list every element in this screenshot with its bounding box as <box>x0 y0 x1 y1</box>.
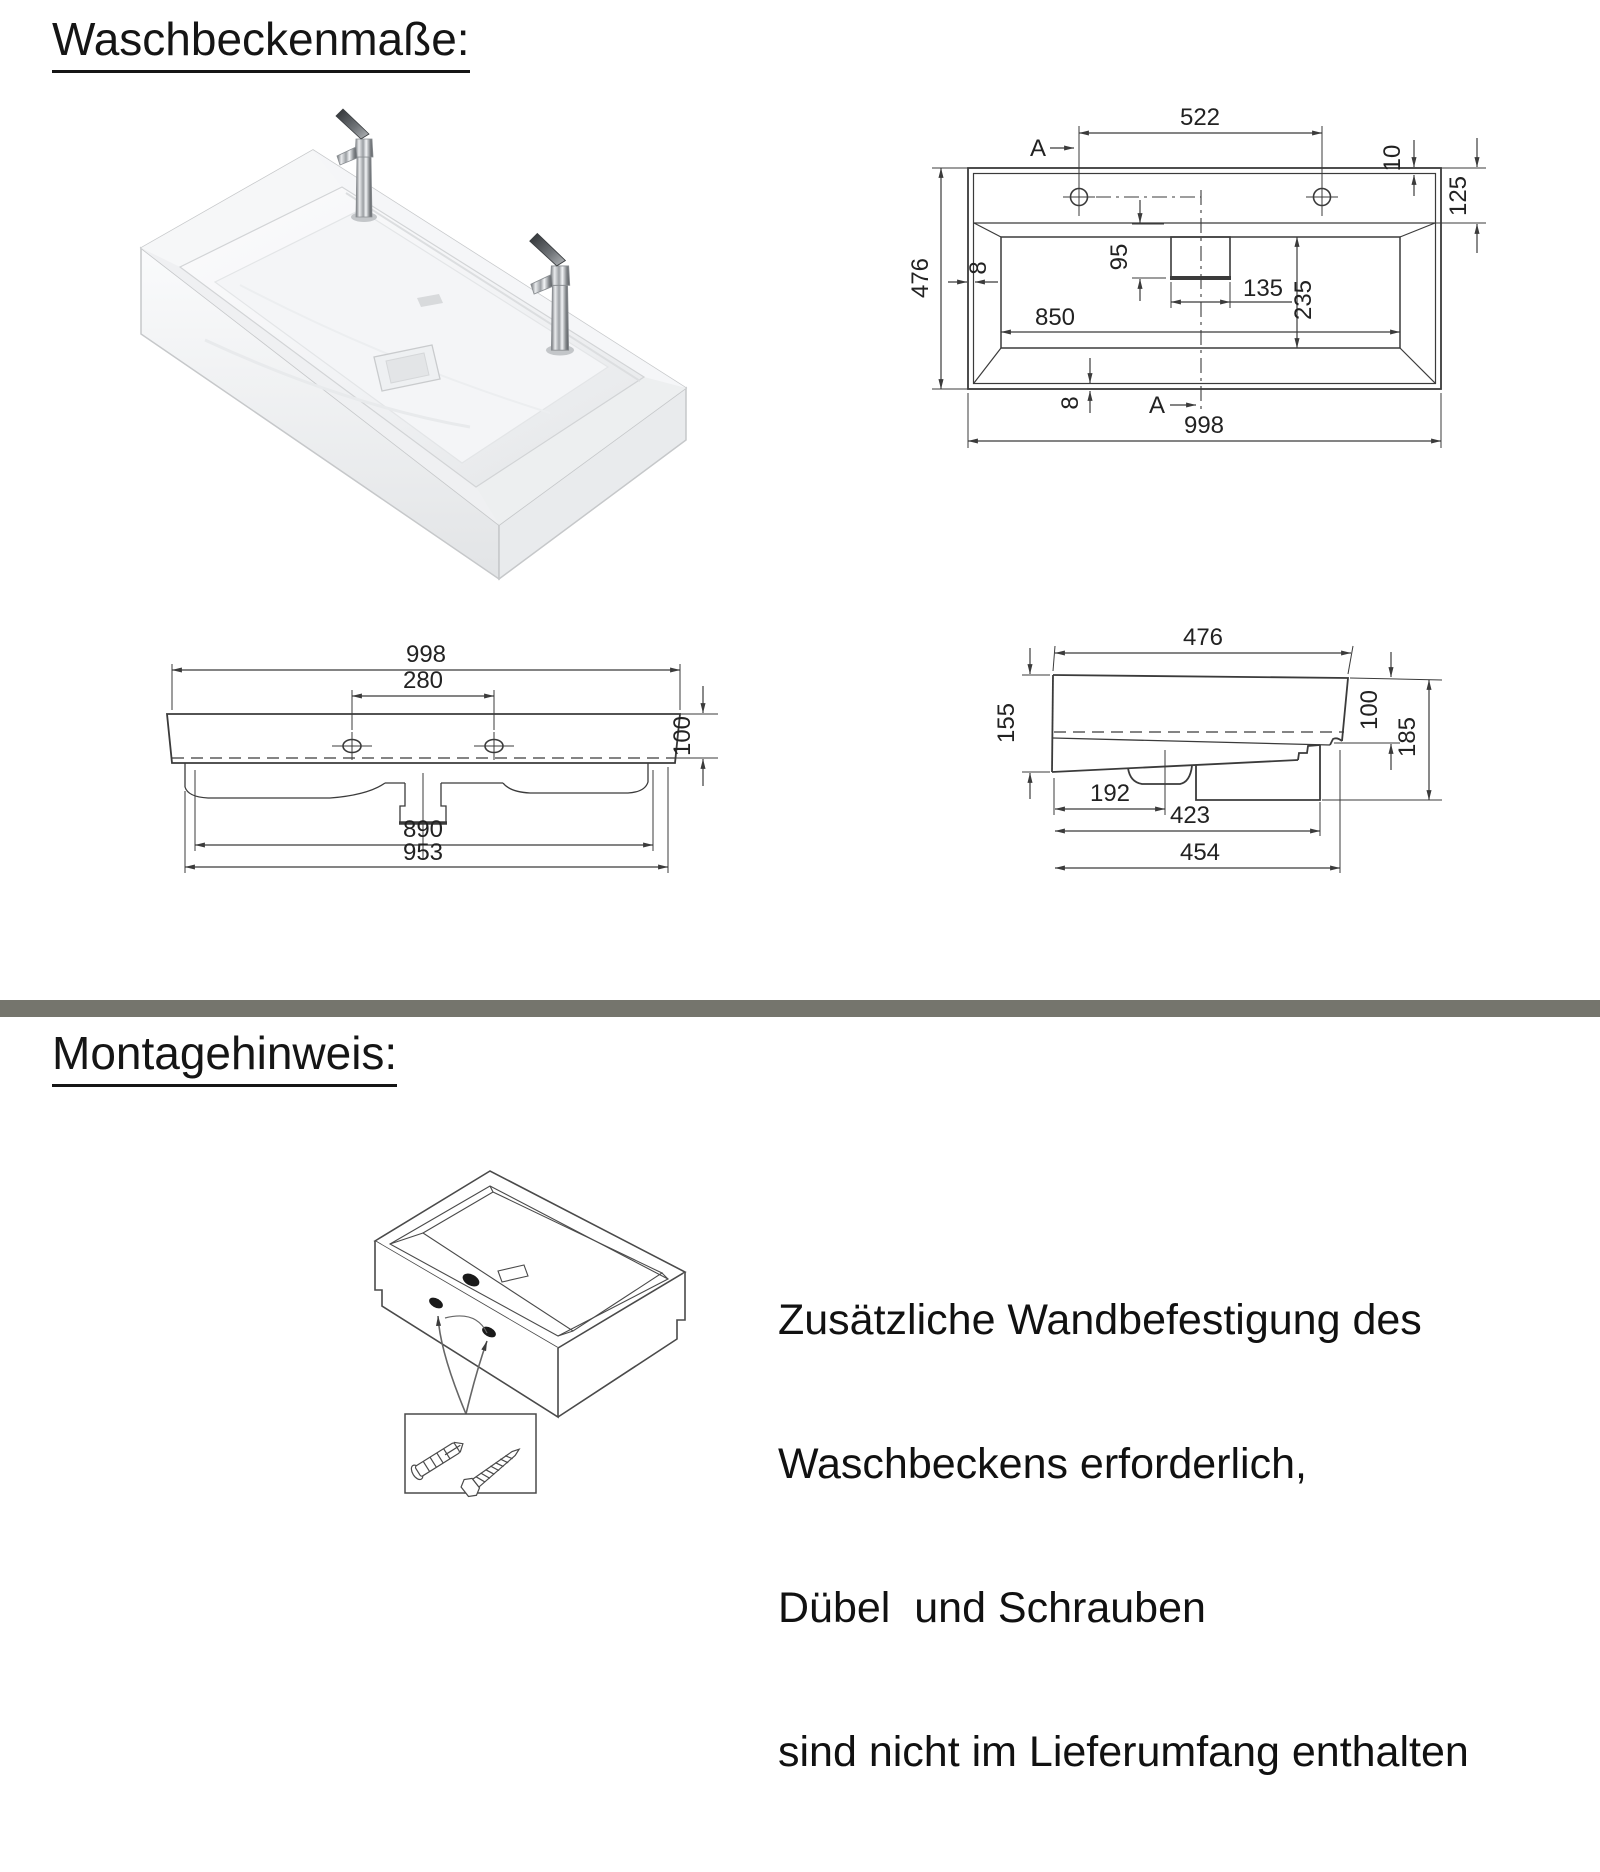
dimensions-section-title: Waschbeckenmaße: <box>52 14 470 73</box>
side-dimension-lines <box>1030 648 1429 868</box>
dim-label: 10 <box>1379 144 1406 172</box>
dim-label: 850 <box>1034 304 1076 331</box>
dim-label: 155 <box>993 702 1020 744</box>
mounting-note <box>778 1200 1478 1872</box>
dim-label: 423 <box>1169 802 1211 829</box>
front-view-labels <box>403 641 696 866</box>
dim-label: 998 <box>405 641 447 668</box>
front-extension-lines <box>172 664 718 873</box>
side-extension-lines <box>1022 646 1442 873</box>
dim-label: 280 <box>402 667 444 694</box>
note-line-1: Zusätzliche Wandbefestigung des <box>778 1296 1422 1344</box>
extension-lines <box>932 126 1486 448</box>
dim-label: 476 <box>907 257 934 299</box>
dim-label: 8 <box>965 261 992 275</box>
front-tap-holes <box>332 732 514 760</box>
mounting-illustration <box>290 1140 710 1520</box>
section-label-a-bottom: A <box>1148 392 1166 419</box>
side-view-labels <box>993 624 1421 866</box>
side-view-drawing <box>950 610 1490 910</box>
note-line-2: Waschbeckens erforderlich, <box>778 1440 1307 1488</box>
dim-label: 95 <box>1106 243 1133 271</box>
note-line-3: Dübel und Schrauben <box>778 1584 1206 1632</box>
dim-label: 192 <box>1089 780 1131 807</box>
dim-label: 476 <box>1182 624 1224 651</box>
section-divider <box>0 1000 1600 1017</box>
top-view-inner-lines <box>974 174 1436 384</box>
dim-label: 235 <box>1290 279 1317 321</box>
dimension-lines <box>941 133 1477 441</box>
dim-label: 135 <box>1242 275 1284 302</box>
note-line-4: sind nicht im Lieferumfang enthalten <box>778 1728 1469 1776</box>
front-view-drawing <box>130 620 750 920</box>
dim-label: 125 <box>1445 175 1472 217</box>
dim-label: 890 <box>402 816 444 843</box>
dim-label: 185 <box>1394 716 1421 758</box>
front-view-outline <box>167 714 680 763</box>
dim-label: 953 <box>402 839 444 866</box>
sink-3d-image <box>120 95 700 585</box>
dim-label: 100 <box>1356 689 1383 731</box>
deck-underside-line <box>1053 738 1330 745</box>
screw-icon <box>459 1441 526 1499</box>
dim-label: 100 <box>669 715 696 757</box>
dowel-icon <box>409 1437 467 1482</box>
dim-label: 998 <box>1183 412 1225 439</box>
dim-label: 8 <box>1057 396 1084 410</box>
top-view-drawing <box>900 100 1500 460</box>
mounting-section-title: Montagehinweis: <box>52 1028 397 1087</box>
dim-label: 522 <box>1179 104 1221 131</box>
dim-label: 454 <box>1179 839 1221 866</box>
section-label-a-top: A <box>1029 135 1047 162</box>
